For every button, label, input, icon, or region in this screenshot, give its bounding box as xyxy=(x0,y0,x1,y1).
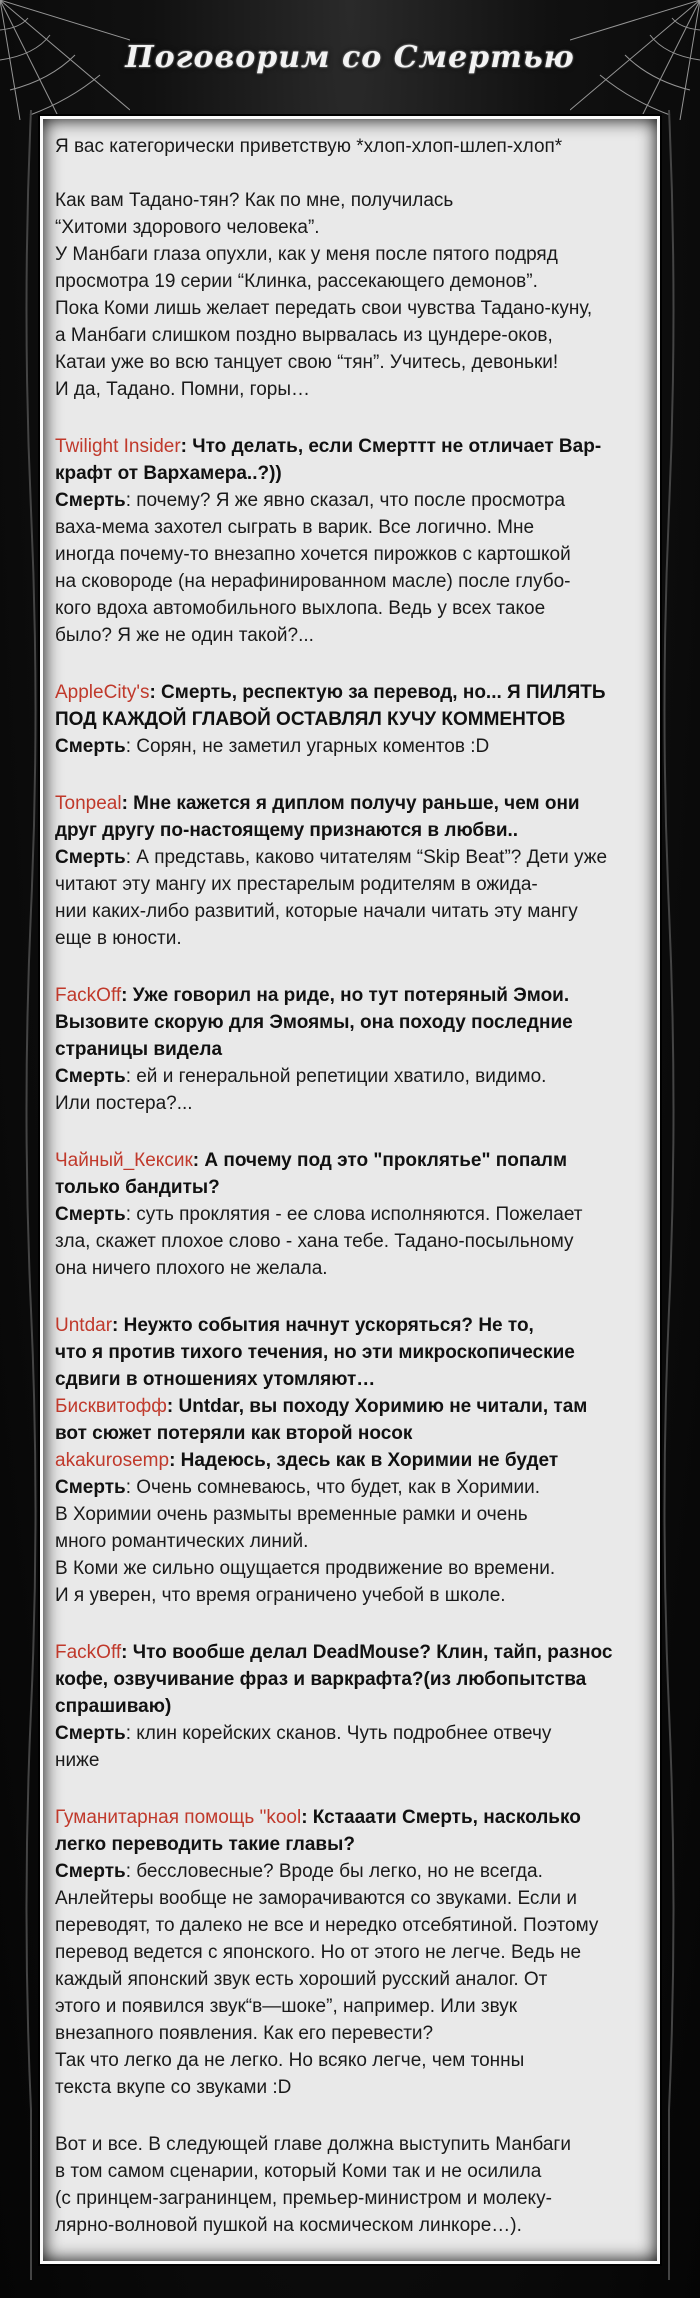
intro-line: Как вам Тадано-тян? Как по мне, получилась xyxy=(55,190,454,211)
comment-text: Вызовите скорую для Эмоямы, она походу последние xyxy=(55,1012,573,1033)
comment-line xyxy=(55,1666,645,1693)
comment-line xyxy=(55,568,645,595)
comment-line xyxy=(55,1036,645,1063)
comment-line xyxy=(55,1912,645,1939)
comment-line xyxy=(55,1366,645,1393)
commenter-name: AppleCity's xyxy=(55,682,150,703)
page-title: Поговорим со Смертью xyxy=(125,40,575,75)
comment-line xyxy=(55,1201,645,1228)
comment-line xyxy=(55,733,645,760)
comment-text: И я уверен, что время ограничено учебой в школе. xyxy=(55,1585,506,1606)
comment-line xyxy=(55,1474,645,1501)
comment-text: было? Я же не один такой?... xyxy=(55,625,314,646)
commenter-name: Tonpeal xyxy=(55,793,122,814)
comment-line xyxy=(55,2047,645,2074)
commenter-name: Untdar xyxy=(55,1315,113,1336)
comment-line xyxy=(55,1312,645,1339)
comment-line xyxy=(55,1447,645,1474)
author-name: Смерть xyxy=(55,1477,126,1498)
comment-line xyxy=(55,1339,645,1366)
commenter-name: akakurosemp xyxy=(55,1450,170,1471)
comment-text: : Неужто события начнут ускоряться? Не то, xyxy=(112,1315,534,1336)
author-name: Смерть xyxy=(55,490,126,511)
comment-text: : ей и генеральной репетиции хватило, видимо. xyxy=(125,1066,547,1087)
comment-block xyxy=(55,679,645,760)
comment-text: спрашиваю) xyxy=(55,1696,172,1717)
outro-line: в том самом сценарии, который Коми так и не осилила xyxy=(55,2161,542,2182)
comment-line xyxy=(55,514,645,541)
comment-text: : Очень сомневаюсь, что будет, как в Хоримии. xyxy=(125,1477,540,1498)
intro-line: “Хитоми здорового человека”. xyxy=(55,217,320,238)
comment-text: на сковороде (на нерафинированном масле) после глубо- xyxy=(55,571,571,592)
outro-block xyxy=(55,2131,645,2239)
comment-text: легко переводить такие главы? xyxy=(55,1834,355,1855)
comment-line xyxy=(55,679,645,706)
comment-block xyxy=(55,1312,645,1609)
intro-line: И да, Тадано. Помни, горы… xyxy=(55,379,310,400)
comment-line xyxy=(55,433,645,460)
comment-line xyxy=(55,790,645,817)
comment-line xyxy=(55,1147,645,1174)
author-name: Смерть xyxy=(55,1723,126,1744)
comment-line xyxy=(55,1063,645,1090)
comment-text: кофе, озвучивание фраз и варкрафта?(из любопытства xyxy=(55,1669,587,1690)
comment-line xyxy=(55,1804,645,1831)
qa-list xyxy=(55,433,645,2101)
comment-text: В Хоримии очень размыты временные рамки и очень xyxy=(55,1504,528,1525)
comment-text: ниже xyxy=(55,1750,100,1771)
comment-text: много романтических линий. xyxy=(55,1531,309,1552)
comment-line xyxy=(55,706,645,733)
intro-line: а Манбаги слишком поздно вырвалась из цундере-оков, xyxy=(55,325,553,346)
comment-text: еще в юности. xyxy=(55,928,182,949)
comment-line xyxy=(55,1720,645,1747)
comment-text: : Что делать, если Смерттт не отличает Вар- xyxy=(180,436,602,457)
comment-text: ваха-мема захотел сыграть в варик. Все логично. Мне xyxy=(55,517,535,538)
comment-text: : Надеюсь, здесь как в Хоримии не будет xyxy=(169,1450,559,1471)
comment-text: перевод ведется с японского. Но от этого не легче. Ведь не xyxy=(55,1942,582,1963)
comment-text: что я против тихого течения, но эти микроскопические xyxy=(55,1342,575,1363)
comment-block xyxy=(55,790,645,952)
author-name: Смерть xyxy=(55,1204,126,1225)
content-panel xyxy=(40,116,660,2264)
comment-line xyxy=(55,1009,645,1036)
comment-line xyxy=(55,1501,645,1528)
comment-line xyxy=(55,622,645,649)
comment-line xyxy=(55,460,645,487)
comment-text: : бессловесные? Вроде бы легко, но не всегда. xyxy=(125,1861,543,1882)
commenter-name: Twilight Insider xyxy=(55,436,181,457)
comment-line xyxy=(55,871,645,898)
comment-line xyxy=(55,595,645,622)
comment-text: : Untdar, вы походу Хоримию не читали, там xyxy=(166,1396,588,1417)
comment-text: : Смерть, респектую за перевод, но... Я ПИЛЯТЬ xyxy=(149,682,606,703)
outro-line: Вот и все. В следующей главе должна выступить Манбаги xyxy=(55,2134,571,2155)
comment-line xyxy=(55,1393,645,1420)
comment-text: иногда почему-то внезапно хочется пирожков с картошкой xyxy=(55,544,571,565)
commenter-name: Чайный_Кексик xyxy=(55,1150,193,1171)
comment-line xyxy=(55,1966,645,1993)
author-name: Смерть xyxy=(55,1066,126,1087)
vine-decoration-icon xyxy=(658,110,680,2280)
intro-line: Катаи уже во всю танцует свою “тян”. Учитесь, девоньки! xyxy=(55,352,559,373)
comment-text: внезапного появления. Как его перевести? xyxy=(55,2023,434,2044)
author-name: Смерть xyxy=(55,847,126,868)
comment-line xyxy=(55,1693,645,1720)
comment-line xyxy=(55,2074,645,2101)
comment-line xyxy=(55,898,645,925)
comment-line xyxy=(55,2020,645,2047)
comment-text: каждый японский звук есть хороший русский аналог. От xyxy=(55,1969,548,1990)
comment-text: этого и появился звук“в—шоке”, например. Или звук xyxy=(55,1996,518,2017)
outro-line: лярно-волновой пушкой на космическом линкоре…). xyxy=(55,2215,522,2236)
comment-text: : Уже говорил на риде, но тут потеряный Эмои. xyxy=(121,985,570,1006)
header xyxy=(0,0,700,120)
commenter-name: FackOff xyxy=(55,1642,122,1663)
comment-line xyxy=(55,1993,645,2020)
comment-line xyxy=(55,1939,645,1966)
comment-line xyxy=(55,1528,645,1555)
comment-text: кого вдоха автомобильного выхлопа. Ведь у всех такое xyxy=(55,598,546,619)
comment-line xyxy=(55,1255,645,1282)
comment-line xyxy=(55,1420,645,1447)
comment-text: : Сорян, не заметил угарных коментов :D xyxy=(125,736,490,757)
commenter-name: FackOff xyxy=(55,985,122,1006)
comment-text: страницы видела xyxy=(55,1039,223,1060)
comment-text: она ничего плохого не желала. xyxy=(55,1258,328,1279)
comment-text: друг другу по-настоящему признаются в любви.. xyxy=(55,820,519,841)
comment-block xyxy=(55,433,645,649)
intro-line: просмотра 19 серии “Клинка, рассекающего демонов”. xyxy=(55,271,538,292)
intro-line: Я вас категорически приветствую *хлоп-хлоп-шлеп-хлоп* xyxy=(55,136,563,157)
comment-line xyxy=(55,1858,645,1885)
comment-line xyxy=(55,1639,645,1666)
comment-line xyxy=(55,1090,645,1117)
intro-line: У Манбаги глаза опухли, как у меня после пятого подряд xyxy=(55,244,558,265)
comment-text: ПОД КАЖДОЙ ГЛАВОЙ ОСТАВЛЯЛ КУЧУ КОММЕНТОВ xyxy=(55,709,566,730)
comment-text: текста вкупе со звуками :D xyxy=(55,2077,292,2098)
comment-text: : Кстааати Смерть, насколько xyxy=(301,1807,581,1828)
comment-line xyxy=(55,1555,645,1582)
intro-line xyxy=(55,160,645,187)
vine-decoration-icon xyxy=(20,110,42,2280)
comment-line xyxy=(55,1582,645,1609)
comment-text: : суть проклятия - ее слова исполняются. Пожелает xyxy=(125,1204,583,1225)
comment-text: Так что легко да не легко. Но всяко легче, чем тонны xyxy=(55,2050,525,2071)
author-name: Смерть xyxy=(55,736,126,757)
comment-text: переводят, то далеко не все и нередко отсебятиной. Поэтому xyxy=(55,1915,599,1936)
comment-line xyxy=(55,817,645,844)
comment-line xyxy=(55,1174,645,1201)
comment-text: только бандиты? xyxy=(55,1177,220,1198)
comment-text: читают эту мангу их престарелым родителям в ожида- xyxy=(55,874,538,895)
comment-text: нии каких-либо развитий, которые начали читать эту мангу xyxy=(55,901,578,922)
comment-line xyxy=(55,844,645,871)
comment-text: Анлейтеры вообще не заморачиваются со звуками. Если и xyxy=(55,1888,577,1909)
comment-line xyxy=(55,1747,645,1774)
intro-block xyxy=(55,133,645,403)
comment-text: : Мне кажется я диплом получу раньше, чем они xyxy=(121,793,580,814)
comment-line xyxy=(55,487,645,514)
comment-block xyxy=(55,1804,645,2101)
comment-line xyxy=(55,1228,645,1255)
comment-text: : А почему под это "проклятье" попалм xyxy=(192,1150,568,1171)
comment-text: Или постера?... xyxy=(55,1093,193,1114)
comment-text: : клин корейских сканов. Чуть подробнее отвечу xyxy=(125,1723,552,1744)
outro-line: (с принцем-загранинцем, премьер-министром и молеку- xyxy=(55,2188,552,2209)
comment-line xyxy=(55,1831,645,1858)
comment-text: : А представь, каково читателям “Skip Beat”? Дети уже xyxy=(125,847,608,868)
comment-text: крафт от Вархамера..?)) xyxy=(55,463,282,484)
comment-line xyxy=(55,925,645,952)
comment-text: зла, скажет плохое слово - хана тебе. Тадано-посыльному xyxy=(55,1231,574,1252)
comment-block xyxy=(55,982,645,1117)
comment-text: вот сюжет потеряли как второй носок xyxy=(55,1423,413,1444)
comment-line xyxy=(55,541,645,568)
comment-line xyxy=(55,982,645,1009)
comment-line xyxy=(55,1885,645,1912)
comment-block xyxy=(55,1147,645,1282)
comment-text: В Коми же сильно ощущается продвижение во времени. xyxy=(55,1558,556,1579)
comment-text: : Что вообше делал DeadMouse? Клин, тайп, разнос xyxy=(121,1642,613,1663)
commenter-name: Бисквитофф xyxy=(55,1396,167,1417)
author-name: Смерть xyxy=(55,1861,126,1882)
comment-text: сдвиги в отношениях утомляют… xyxy=(55,1369,376,1390)
comment-text: : почему? Я же явно сказал, что после просмотра xyxy=(125,490,566,511)
comment-block xyxy=(55,1639,645,1774)
commenter-name: Гуманитарная помощь "kool xyxy=(55,1807,302,1828)
intro-line: Пока Коми лишь желает передать свои чувства Тадано-куну, xyxy=(55,298,593,319)
